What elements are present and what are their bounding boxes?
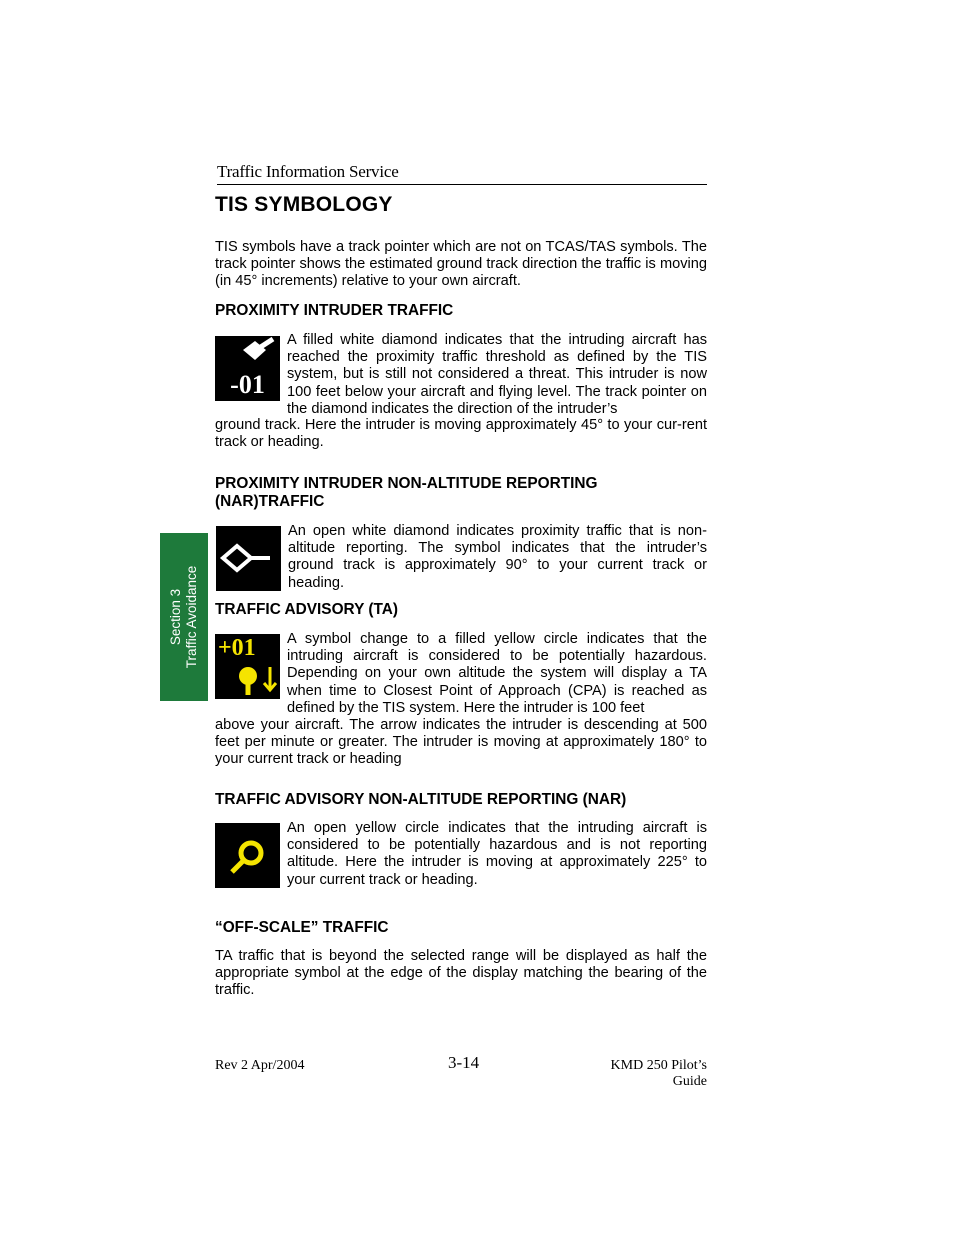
footer-revision: Rev 2 Apr/2004 bbox=[215, 1058, 305, 1073]
altitude-label-minus01: -01 bbox=[230, 370, 265, 399]
side-tab-label bbox=[168, 566, 200, 669]
section-heading-off-scale: “OFF-SCALE” TRAFFIC bbox=[215, 919, 389, 936]
intro-paragraph: TIS symbols have a track pointer which are not on TCAS/TAS symbols. The track pointer shows the estimated ground track direction the traffic is moving (in 45° increments) relative to your own aircraft. bbox=[215, 239, 707, 290]
open-yellow-circle-icon bbox=[215, 823, 280, 888]
section-heading-ta-nar: TRAFFIC ADVISORY NON-ALTITUDE REPORTING (NAR) bbox=[215, 791, 627, 808]
section-text-proximity-nar: An open white diamond indicates proximity traffic that is non-altitude reporting. The symbol indicates that the intruder’s ground track is approximately 90° to your current track or heading. bbox=[288, 523, 707, 591]
section-text-proximity-full: ground track. Here the intruder is moving approximately 45° to your cur-rent track or heading. bbox=[215, 417, 707, 451]
running-header: Traffic Information Service bbox=[217, 162, 707, 185]
side-tab-section: Section 3 bbox=[168, 588, 183, 646]
section-heading-proximity-nar-line1: PROXIMITY INTRUDER NON-ALTITUDE REPORTING bbox=[215, 475, 598, 492]
section-side-tab bbox=[160, 533, 208, 701]
section-text-proximity-wrap: A filled white diamond indicates that the intruding aircraft has reached the proximity traffic threshold as defined by the TIS system, but is still not considered a threat. This intruder is now 100 feet below your aircraft and flying level. The track pointer on the diamond indicates the direction of the intruder’s bbox=[287, 332, 707, 417]
altitude-label-plus01: +01 bbox=[218, 635, 256, 661]
page-title: TIS SYMBOLOGY bbox=[215, 193, 393, 216]
section-text-ta-full: above your aircraft. The arrow indicates the intruder is descending at 500 feet per minute or greater. The intruder is moving at approximately 180° to your current track or heading bbox=[215, 717, 707, 768]
section-heading-ta: TRAFFIC ADVISORY (TA) bbox=[215, 601, 398, 618]
section-text-off-scale: TA traffic that is beyond the selected range will be displayed as half the appropriate symbol at the edge of the display matching the bearing of the traffic. bbox=[215, 948, 707, 999]
open-white-diamond-icon bbox=[216, 526, 281, 591]
footer-page-number: 3-14 bbox=[448, 1053, 480, 1072]
section-text-ta-nar: An open yellow circle indicates that the intruding aircraft is considered to be potentially hazardous and is not reporting altitude. Here the intruder is moving at approximately 225° to your current track or heading. bbox=[287, 820, 707, 888]
section-heading-proximity: PROXIMITY INTRUDER TRAFFIC bbox=[215, 302, 454, 319]
footer-guide-title: KMD 250 Pilot’s Guide bbox=[610, 1058, 707, 1089]
side-tab-topic: Traffic Avoidance bbox=[184, 565, 199, 669]
section-text-ta-wrap: A symbol change to a filled yellow circle indicates that the intruding aircraft is considered to be potentially hazardous. Depending on your own altitude the system will display a TA when time to Closest Point of Approach (CPA) is reached as defined by the TIS system. Here the intruder is 100 feet bbox=[287, 631, 707, 716]
section-heading-proximity-nar-line2: (NAR)TRAFFIC bbox=[215, 493, 325, 510]
